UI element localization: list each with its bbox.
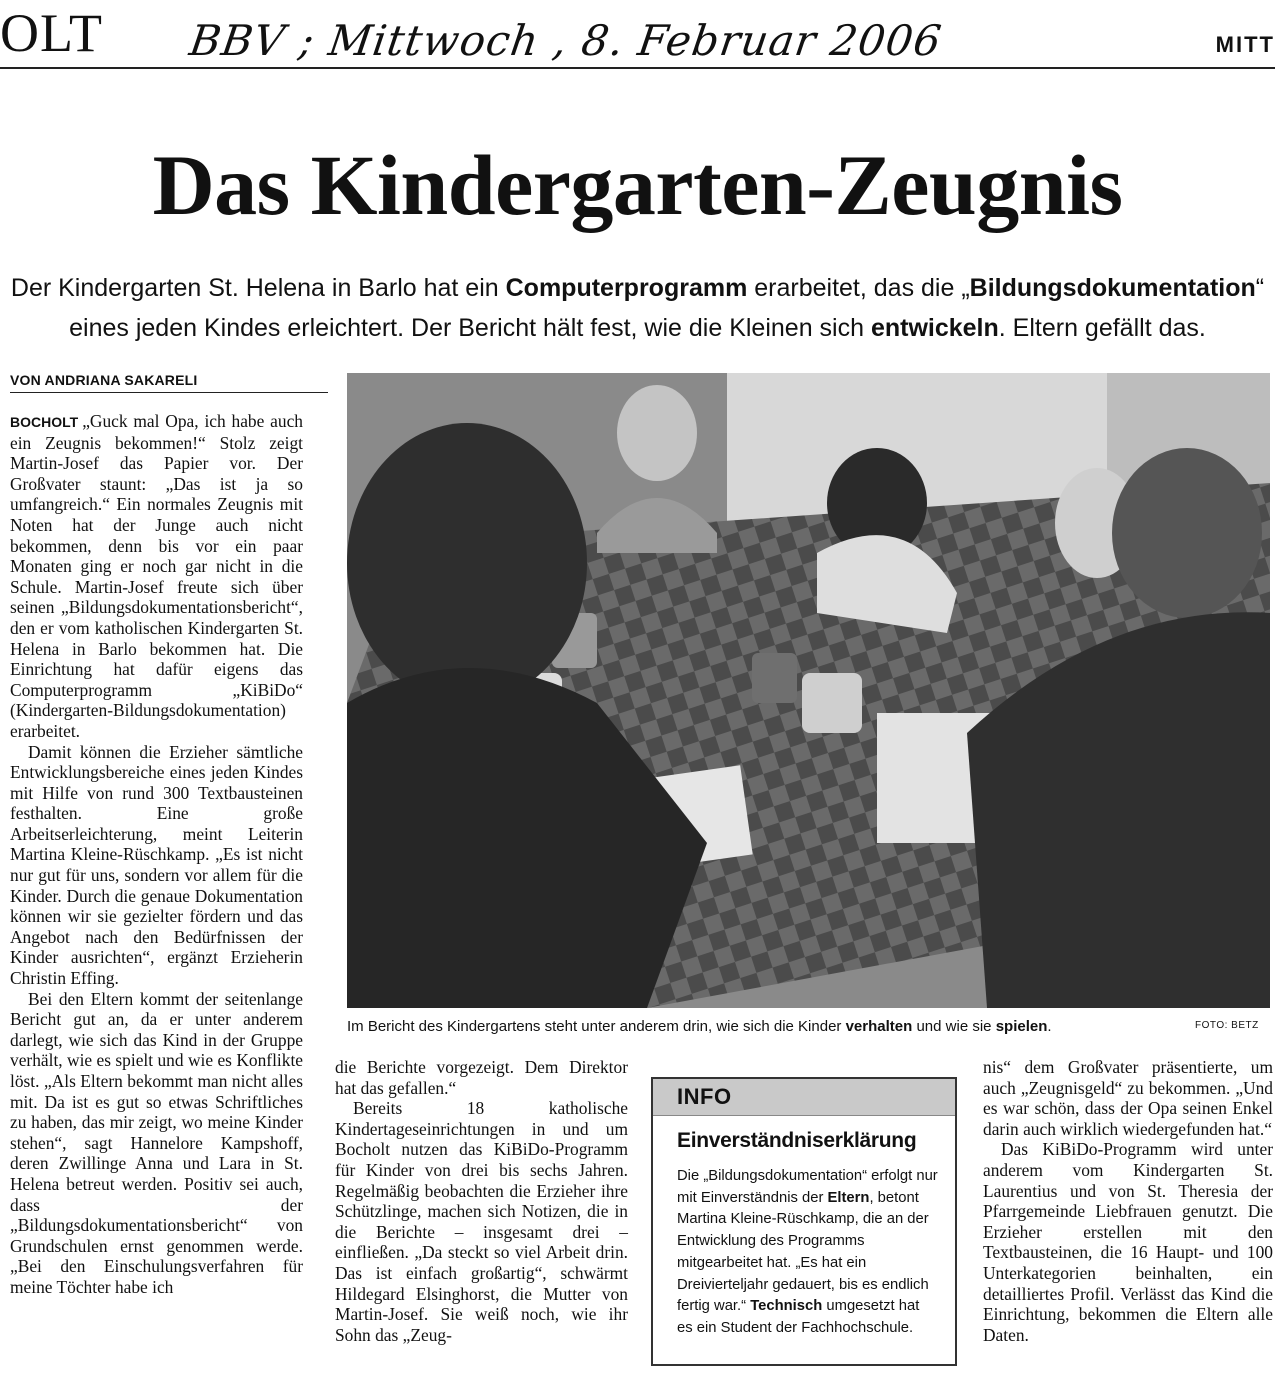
- paragraph: Damit können die Erzieher sämtliche Entwicklungsbereiche eines jeden Kindes mit Hilfe von rund 300 Textbausteinen festhalten. Eine große Arbeitserleichterung, meint Leiterin Martina Kleine-Rüschkamp. „Es ist nicht nur gut für uns, sondern vor allem für die Kinder. Durch die genaue Dokumentation können wir sie gezielter fördern und das Angebot nach den Bedürfnissen der Kinder ausrichten“, ergänzt Erzieherin Christin Effing.: [10, 741, 303, 989]
- article-column-2: [335, 1057, 628, 1345]
- handwritten-date: BBV ; Mittwoch , 8. Februar 2006: [186, 16, 945, 65]
- photo-credit: FOTO: BETZ: [1195, 1020, 1259, 1031]
- caption-text: und wie sie: [912, 1018, 996, 1035]
- caption-bold-term: spielen: [995, 1018, 1048, 1035]
- info-bold-term: Technisch: [750, 1298, 823, 1315]
- article-headline: Das Kindergarten-Zeugnis: [152, 137, 1123, 233]
- info-box: [651, 1077, 957, 1366]
- info-box-label: INFO: [677, 1084, 732, 1109]
- paragraph: Bei den Eltern kommt der seitenlange Bericht gut an, da er unter anderem darlegt, wie sich das Kind in der Gruppe verhält, wie es spielt und wie es Konflikte löst. „Als Eltern bekommt man nicht alles mit. Da ist es gut so etwas Schriftliches zu haben, das mir zeigt, wo meine Kinder stehen“, sagt Hannelore Kampshoff, deren Zwillinge Anna und Lara in St. Helena betreut werden. Positiv sei auch, dass der „Bildungsdokumentationsbericht“ von Grundschulen ernst genommen werde. „Bei den Einschulungsverfahren für meine Töchter habe ich: [10, 988, 303, 1297]
- masthead-rule: [0, 67, 1275, 69]
- deck-text: . Eltern gefällt das.: [998, 314, 1206, 342]
- article-column-4: [983, 1057, 1273, 1345]
- paragraph: [10, 411, 303, 742]
- photo-illustration: [347, 373, 1270, 1008]
- masthead-fragment-left: OLT: [0, 3, 104, 63]
- info-box-text: [677, 1166, 939, 1340]
- paragraph: Das KiBiDo-Programm wird unter anderem vom Kindergarten St. Laurentius und von St. Theresia der Pfarrgemeinde Liebfrauen genutzt. Die Erzieher erstellen mit den Textbausteinen, die 16 Haupt- und 100 Unterkategorien beinhalten, ein detailliertes Profil. Verlässt das Kind die Einrichtung, bekommen die Eltern alle Daten.: [983, 1139, 1273, 1345]
- dateline: BOCHOLT: [10, 414, 79, 430]
- paragraph: die Berichte vorgezeigt. Dem Direktor hat das gefallen.“: [335, 1057, 628, 1098]
- info-text: , betont Martina Kleine-Rüschkamp, die an der Entwicklung des Programms mitgearbeitet hat. „Es hat ein Dreivierteljahr gedauert, bis es endlich fertig war.“: [677, 1189, 929, 1315]
- article-deck: [0, 268, 1275, 348]
- info-box-title: Einverständniserklärung: [677, 1129, 917, 1152]
- paragraph: nis“ dem Großvater präsentierte, um auch „Zeugnisgeld“ zu bekommen. „Und es war schön, dass der Opa seinen Enkel darin auch wirklich wiedergefunden hat.“: [983, 1057, 1273, 1139]
- deck-text: “: [1255, 274, 1265, 302]
- info-bold-term: Eltern: [827, 1189, 870, 1206]
- paragraph-text: „Guck mal Opa, ich habe auch ein Zeugnis bekommen!“ Stolz zeigt Martin-Josef das Papier vor. Der Großvater staunt: „Das ist ja so umfangreich.“ Ein normales Zeugnis mit Noten hat der Junge auch nicht bekommen, denn bis vor ein paar Monaten ging er noch gar nicht in die Schule. Martin-Josef freute sich über seinen „Bildungsdokumentationsbericht“, den er vom katholischen Kindergarten St. Helena in Barlo bekommen hat. Die Einrichtung hat dafür eigens das Computerprogramm „KiBiDo“ (Kindergarten-Bildungsdokumentation) erarbeitet.: [10, 411, 303, 741]
- caption-text: .: [1047, 1018, 1052, 1035]
- info-text: Die „Bildungsdokumentation“ erfolgt nur mit Einverständnis der: [677, 1168, 938, 1206]
- caption-text: Im Bericht des Kindergartens steht unter anderem drin, wie sich die Kinder: [347, 1018, 846, 1035]
- deck-bold-term: Computerprogramm: [505, 274, 748, 302]
- info-box-header: [653, 1079, 955, 1116]
- paragraph: Bereits 18 katholische Kindertageseinrichtungen in und um Bocholt nutzen das KiBiDo-Programm für Kinder von drei bis sechs Jahren. Regelmäßig beobachten die Erzieher ihre Schützlinge, machen sich Notizen, die in die Berichte – insgesamt drei – einfließen. „Da steckt so viel Arbeit drin. Das ist einfach großartig“, schwärmt Hildegard Elsinghorst, die Mutter von Martin-Josef. Sie weiß noch, wie ihr Sohn das „Zeug-: [335, 1098, 628, 1345]
- deck-text: Der Kindergarten St. Helena in Barlo hat ein: [10, 274, 506, 302]
- deck-bold-term: entwickeln: [870, 314, 999, 342]
- deck-text: eines jeden Kindes erleichtert. Der Bericht hält fest, wie die Kleinen sich: [69, 314, 871, 342]
- caption-bold-term: verhalten: [845, 1018, 913, 1035]
- article-photo: [347, 373, 1270, 1008]
- deck-bold-term: Bildungsdokumentation: [969, 274, 1256, 302]
- photo-caption: [347, 1017, 1147, 1037]
- article-column-1: [10, 411, 303, 1298]
- byline: VON ANDRIANA SAKARELI: [10, 372, 328, 393]
- deck-text: erarbeitet, das die „: [747, 274, 970, 302]
- info-text: umgesetzt hat es ein Student der Fachhochschule.: [677, 1298, 920, 1336]
- masthead-fragment-right: MITT: [1215, 32, 1275, 57]
